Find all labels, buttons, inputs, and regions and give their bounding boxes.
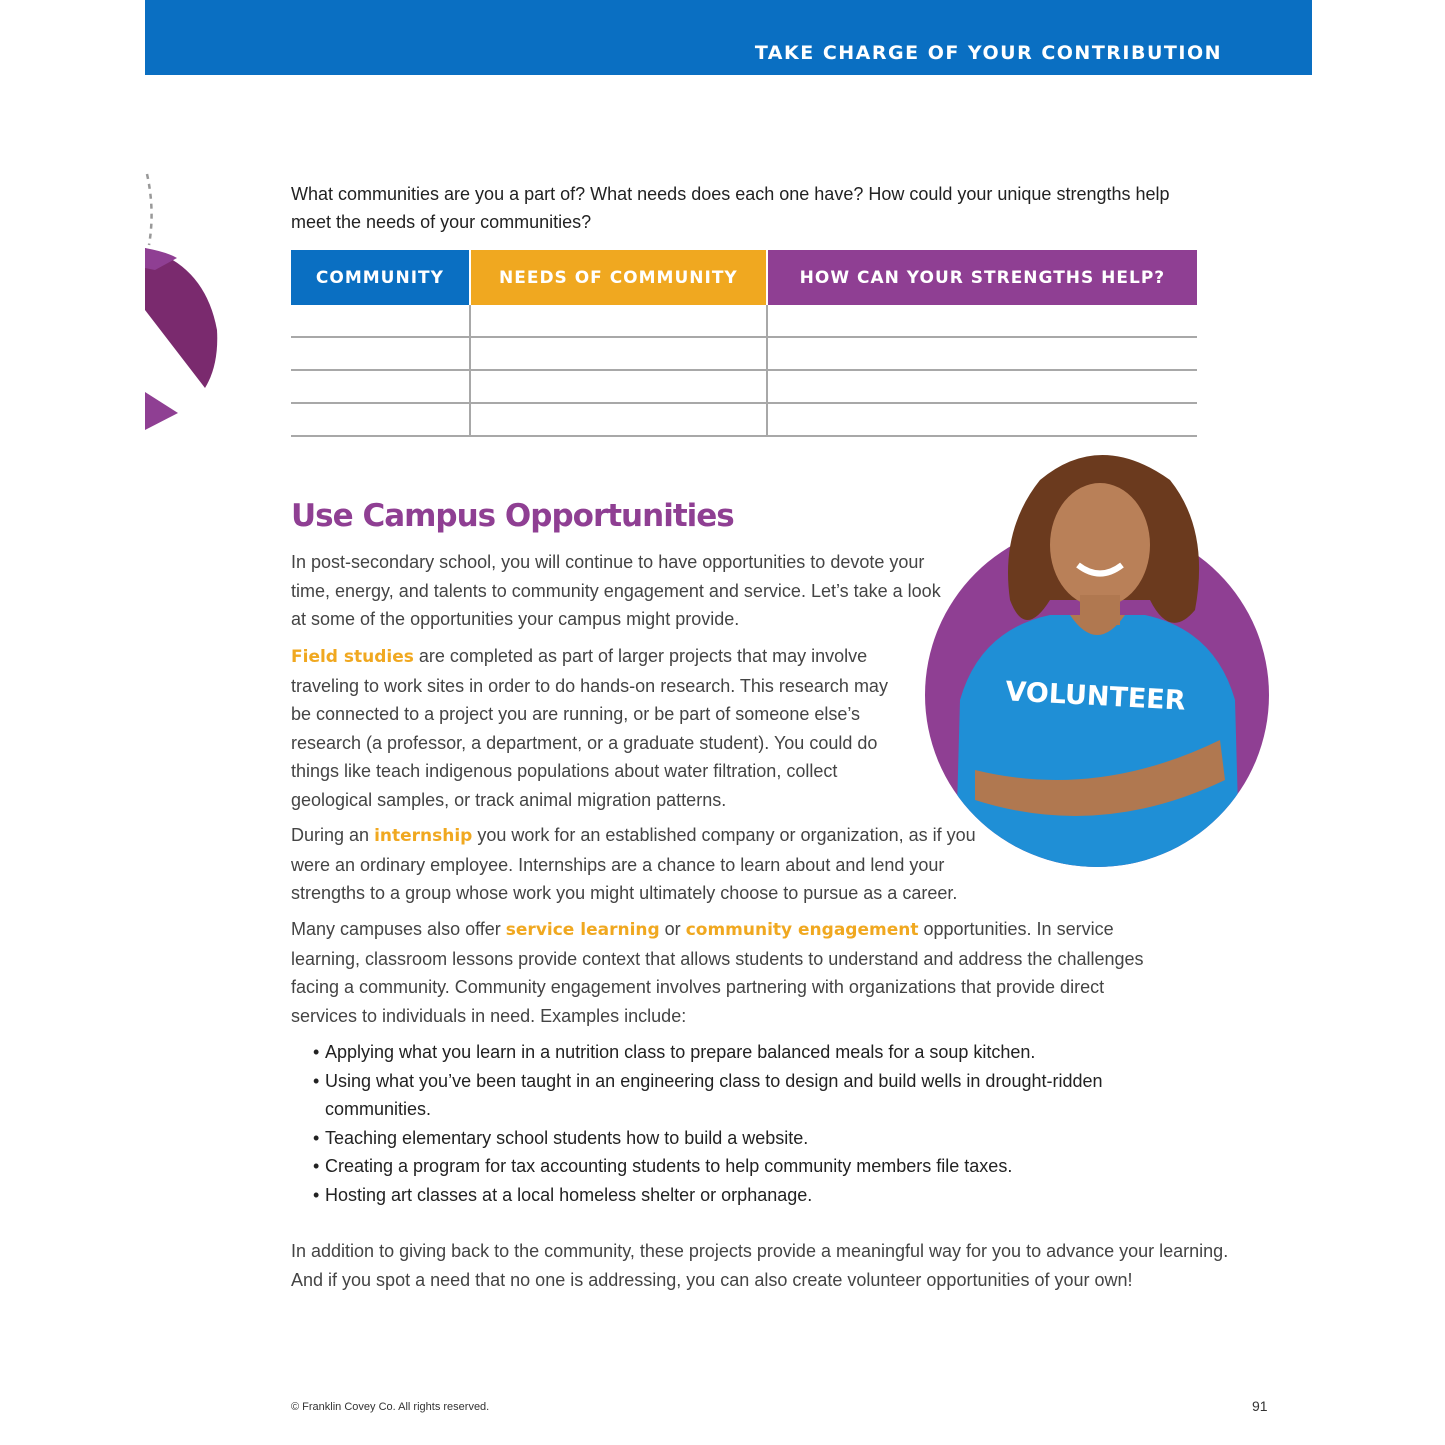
header-bar bbox=[145, 0, 1312, 75]
keyword-community-engagement: community engagement bbox=[685, 920, 919, 940]
keyword-internship: internship bbox=[374, 826, 473, 846]
list-item: • Teaching elementary school students how to build a website. bbox=[313, 1124, 1133, 1153]
table-cell[interactable] bbox=[291, 337, 470, 370]
paragraph-field-studies bbox=[291, 642, 891, 814]
paragraph-text: Many campuses also offer bbox=[291, 919, 506, 939]
table-cell[interactable] bbox=[767, 403, 1197, 436]
paragraph-text: are completed as part of larger projects that may involve traveling to work sites in order to do hands-on research. This research may be connected to a project you are running, or be part of someone else’s research (a professor, a department, or a graduate student). You could do things like teach indigenous populations about water filtration, collect geological samples, or track animal migration patterns. bbox=[291, 646, 888, 810]
paragraph-text: you work for an established company or organization, as if you were an ordinary employee. Internships are a chance to learn about and lend your strengths to a group whose work you might ultimately choose to pursue as a career. bbox=[291, 825, 976, 903]
table-row bbox=[291, 337, 1197, 370]
paragraph-text: opportunities. In service learning, classroom lessons provide context that allows students to understand and address the challenges facing a community. Community engagement involves partnering with organizations that provide direct services to individuals in need. Examples include: bbox=[291, 919, 1144, 1026]
keyword-field-studies: Field studies bbox=[291, 647, 414, 667]
table-cell[interactable] bbox=[767, 370, 1197, 403]
decorative-circle-graphic bbox=[145, 170, 235, 440]
header-needs: NEEDS OF COMMUNITY bbox=[470, 250, 767, 305]
chapter-title: TAKE CHARGE OF YOUR CONTRIBUTION bbox=[754, 42, 1222, 64]
shirt-text: VOLUNTEER bbox=[1004, 676, 1187, 717]
keyword-service-learning: service learning bbox=[505, 920, 660, 940]
table-cell[interactable] bbox=[767, 337, 1197, 370]
header-community: COMMUNITY bbox=[291, 250, 470, 305]
list-item: • Applying what you learn in a nutrition class to prepare balanced meals for a soup kitchen. bbox=[313, 1038, 1133, 1067]
paragraph-text: or bbox=[659, 919, 686, 939]
copyright: © Franklin Covey Co. All rights reserved. bbox=[291, 1401, 490, 1413]
examples-list bbox=[313, 1038, 1133, 1209]
list-item: • Hosting art classes at a local homeless shelter or orphanage. bbox=[313, 1181, 1133, 1210]
community-worksheet-table bbox=[291, 250, 1197, 437]
header-strengths: HOW CAN YOUR STRENGTHS HELP? bbox=[767, 250, 1197, 305]
section-title: Use Campus Opportunities bbox=[291, 498, 734, 534]
paragraph-service-learning bbox=[291, 915, 1161, 1030]
table-cell[interactable] bbox=[470, 337, 767, 370]
list-item: • Using what you’ve been taught in an engineering class to design and build wells in drought-ridden communities. bbox=[313, 1067, 1133, 1124]
table-cell[interactable] bbox=[767, 305, 1197, 337]
table-row bbox=[291, 370, 1197, 403]
paragraph-text: During an bbox=[291, 825, 375, 845]
table-row bbox=[291, 305, 1197, 337]
table-cell[interactable] bbox=[470, 305, 767, 337]
paragraph-intro: In post-secondary school, you will continue to have opportunities to devote your time, energy, and talents to community engagement and service. Let’s take a look at some of the opportunities your campus might provide. bbox=[291, 552, 941, 629]
table-cell[interactable] bbox=[291, 305, 470, 337]
paragraph-internship bbox=[291, 821, 991, 908]
closing-paragraph: In addition to giving back to the community, these projects provide a meaningful way for you to advance your learning. And if you spot a need that no one is addressing, you can also create volunteer opportunities of your own! bbox=[291, 1241, 1229, 1290]
list-item: • Creating a program for tax accounting students to help community members file taxes. bbox=[313, 1152, 1133, 1181]
table-cell[interactable] bbox=[470, 403, 767, 436]
table-cell[interactable] bbox=[291, 370, 470, 403]
page-number: 91 bbox=[1252, 1398, 1268, 1414]
volunteer-photo bbox=[920, 440, 1275, 880]
table-cell[interactable] bbox=[470, 370, 767, 403]
table-cell[interactable] bbox=[291, 403, 470, 436]
table-row bbox=[291, 403, 1197, 436]
intro-prompt: What communities are you a part of? What needs does each one have? How could your unique strengths help meet the needs of your communities? bbox=[291, 184, 1170, 232]
